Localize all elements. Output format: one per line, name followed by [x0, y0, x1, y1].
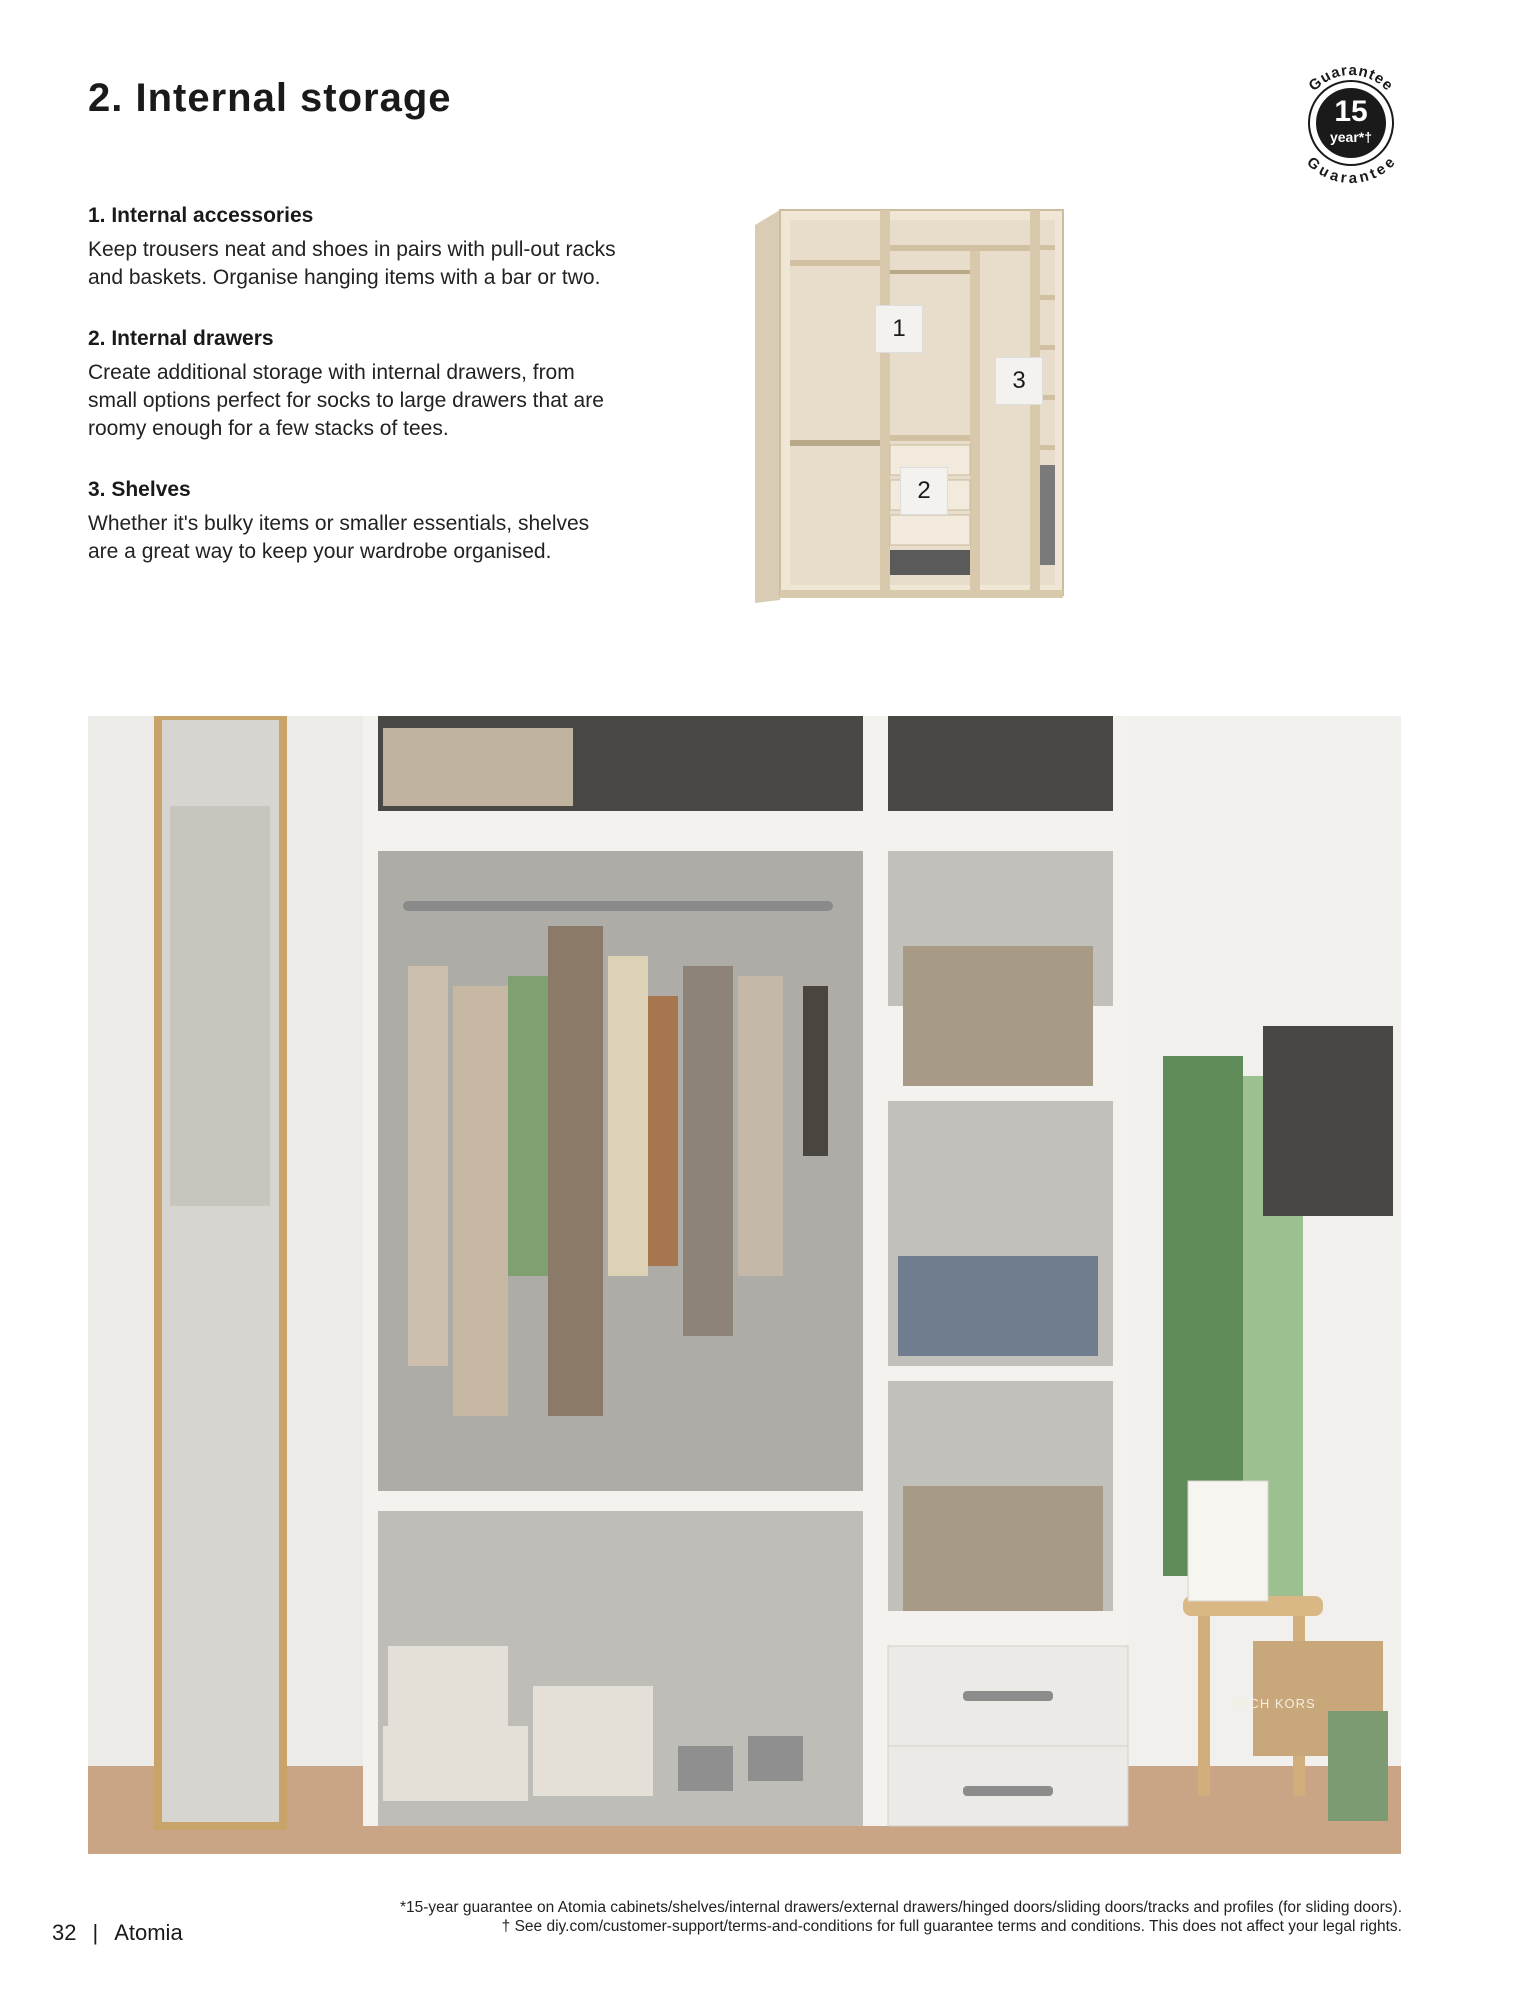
section-line: and baskets. Organise hanging items with a bar or two. — [88, 266, 601, 289]
wardrobe-photo — [88, 716, 1401, 1854]
section-line: roomy enough for a few stacks of tees. — [88, 417, 449, 440]
bag-brand-text: MICH KORS — [1233, 1696, 1316, 1711]
diagram-label-3: 3 — [995, 357, 1043, 405]
footnote-guarantee: *15-year guarantee on Atomia cabinets/shelves/internal drawers/external drawers/hinged doors/sliding doors/tracks and profiles (for sliding doors). — [400, 1899, 1402, 1916]
section-line: small options perfect for socks to large drawers that are — [88, 389, 604, 412]
svg-text:Guarantee — [1303, 153, 1399, 187]
section-line: Create additional storage with internal drawers, from — [88, 361, 575, 384]
diagram-label-2: 2 — [900, 467, 948, 515]
wardrobe-photo-illustration — [88, 716, 1401, 1854]
badge-unit: year*† — [1329, 129, 1373, 145]
guarantee-badge — [1286, 58, 1416, 188]
section-internal-drawers — [88, 327, 708, 443]
section-line: Whether it's bulky items or smaller essentials, shelves — [88, 512, 590, 535]
brand-name: Atomia — [114, 1920, 183, 1945]
footnote-terms: † See diy.com/customer-support/terms-and-conditions for full guarantee terms and conditions. This does not affect your legal rights. — [501, 1918, 1402, 1935]
section-line: are a great way to keep your wardrobe organised. — [88, 540, 552, 563]
badge-center — [1316, 88, 1386, 158]
page-title: 2. Internal storage — [88, 76, 452, 120]
page-footer — [52, 1920, 183, 1946]
diagram-label-1: 1 — [875, 305, 923, 353]
wardrobe-diagram-drawing — [745, 205, 1075, 605]
wardrobe-diagram — [745, 205, 1075, 605]
section-shelves — [88, 478, 708, 566]
section-heading: 3. Shelves — [88, 478, 191, 501]
section-heading: 2. Internal drawers — [88, 327, 274, 350]
badge-top-text: Guarantee — [1305, 61, 1397, 95]
badge-bottom-text: Guarantee — [1303, 153, 1399, 188]
section-heading: 1. Internal accessories — [88, 204, 314, 227]
section-internal-accessories — [88, 204, 708, 292]
badge-years: 15 — [1334, 95, 1368, 128]
footer-divider: | — [92, 1920, 99, 1945]
section-line: Keep trousers neat and shoes in pairs with pull-out racks — [88, 238, 616, 261]
page-number: 32 — [52, 1920, 77, 1945]
